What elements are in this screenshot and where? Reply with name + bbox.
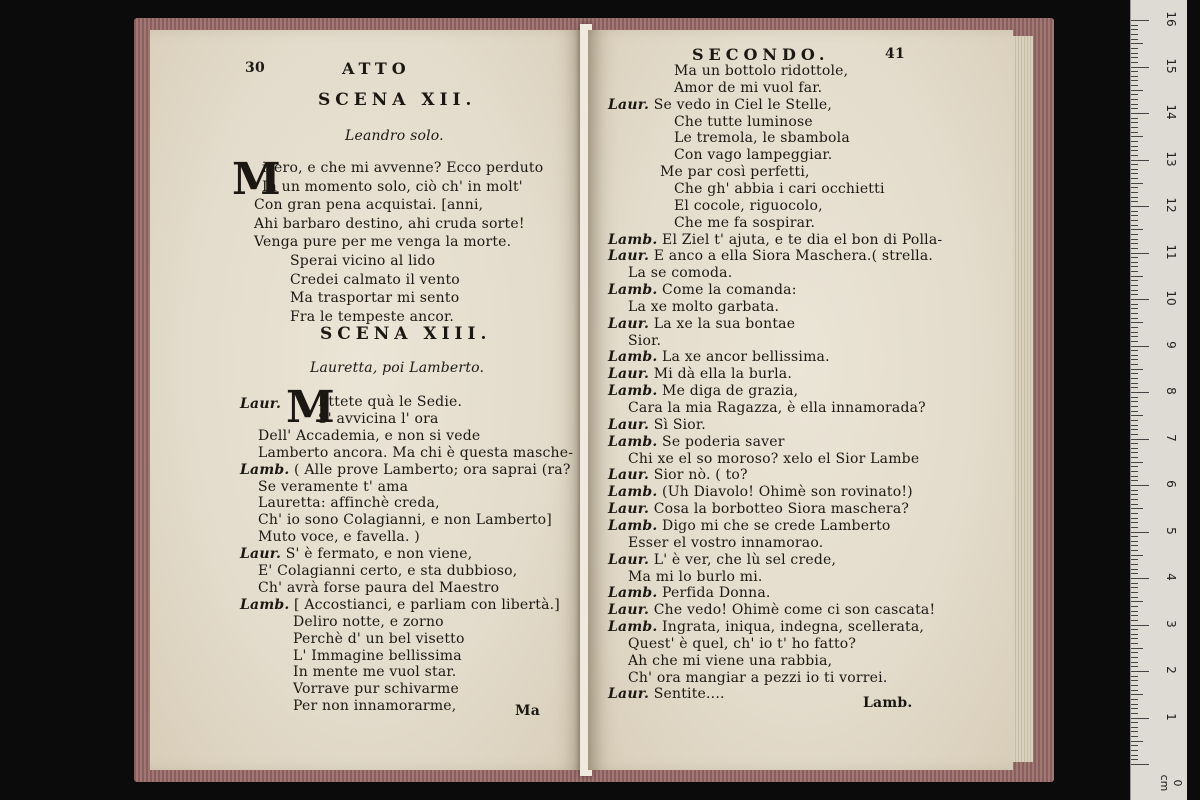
ruler-tick [1131,727,1138,728]
ruler-tick [1131,532,1149,533]
verse-line: Lamb. Perfida Donna. [608,585,771,602]
ruler-tick [1131,680,1138,681]
ruler-tick [1131,745,1138,746]
speaker-label: Lamb. [608,231,658,248]
ruler-tick [1131,555,1143,556]
verse-line: In mente me vuol star. [293,664,457,681]
ruler-tick [1131,248,1138,249]
verse-line: Se veramente t' ama [258,478,409,495]
ruler-tick [1131,201,1138,202]
ruler-tick [1131,253,1149,254]
verse-line: Lamb. (Uh Diavolo! Ohimè son rovinato!) [608,484,913,501]
ruler-tick [1131,652,1138,653]
speaker-label: Laur. [608,416,650,433]
ruler-tick [1131,508,1143,509]
ruler-tick [1131,146,1138,147]
ruler-tick [1131,480,1138,481]
ruler-tick [1131,285,1138,286]
ruler-tick [1131,313,1138,314]
ruler-tick [1131,559,1138,560]
ruler-tick [1131,764,1149,765]
ruler-tick [1131,243,1138,244]
verse-line: El cocole, riguocolo, [674,197,823,214]
ruler-number: 2 [1164,666,1178,674]
ruler-tick [1131,239,1138,240]
ruler-tick [1131,150,1138,151]
speaker-label: Laur. [240,546,282,563]
verse-line: Che me fa sospirar. [674,214,816,231]
ruler-tick [1131,708,1138,709]
ruler-tick [1131,62,1138,63]
ruler-tick [1131,457,1138,458]
ruler-tick [1131,220,1138,221]
ruler-tick [1131,71,1138,72]
ruler-tick [1131,48,1138,49]
running-head: SECONDO. [692,45,830,64]
ruler-number: 6 [1164,480,1178,488]
ruler-tick [1131,569,1138,570]
ruler-tick [1131,327,1138,328]
ruler-tick [1131,160,1149,161]
verse-line: Laur. S' è fermato, e non viene, [240,546,473,563]
ruler-tick [1131,592,1138,593]
ruler-tick [1131,634,1138,635]
ruler-tick [1131,53,1138,54]
ruler-tick [1131,494,1138,495]
ruler-tick [1131,299,1149,300]
ruler-tick [1131,304,1138,305]
ruler-number: 10 [1164,290,1178,306]
speaker-label: Laur. [608,315,650,332]
ruler-tick [1131,471,1138,472]
ruler-tick [1131,76,1138,77]
ruler-tick [1131,225,1138,226]
verse-line: Che tutte luminose [674,113,813,130]
ruler-number: 16 [1164,11,1178,27]
ruler-tick [1131,336,1138,337]
speaker-label: Lamb. [608,383,658,400]
verse-line: S' avvicina l' ora [318,410,439,427]
ruler-tick [1131,155,1138,156]
verse-line: Ma trasportar mi sento [290,290,460,307]
verse-line: Lamb. [ Accostianci, e parliam con libertà.] [240,596,560,613]
ruler-tick [1131,359,1138,360]
ruler-tick [1131,420,1138,421]
ruler-tick [1131,704,1138,705]
verse-line: In un momento solo, ciò ch' in molt' [262,178,523,195]
verse-line: Lamb. Come la comanda: [608,282,797,299]
ruler-tick [1131,383,1138,384]
scene-title: SCENA XIII. [320,324,492,344]
scene-character: Lauretta, poi Lamberto. [310,360,485,376]
ruler-tick [1131,587,1138,588]
ruler-tick [1131,615,1138,616]
verse-line: Sior. [628,332,662,349]
page-number: 41 [885,46,905,62]
catchword: Lamb. [863,695,913,711]
speaker-label: Laur. [608,602,650,619]
ruler-tick [1131,741,1143,742]
ruler-tick [1131,90,1143,91]
ruler-tick [1131,57,1138,58]
verse-line: Laur. Cosa la borbotteo Siora maschera? [608,501,910,518]
ruler-tick [1131,662,1138,663]
ruler-tick [1131,169,1138,170]
ruler-number: 1 [1164,712,1178,721]
drop-cap: M [286,382,335,433]
ruler-tick [1131,187,1138,188]
ruler-number: 12 [1164,197,1178,213]
ruler-tick [1131,611,1138,612]
ruler-tick [1131,280,1138,281]
speaker-label: Lamb. [240,461,290,478]
running-head: ATTO [342,59,411,78]
ruler-tick [1131,346,1149,347]
verse-line: Chi xe el so moroso? xelo el Sior Lambe [628,450,920,467]
speaker-label: Laur. [608,366,650,383]
ruler-tick [1131,676,1138,677]
ruler-tick [1131,699,1138,700]
ruler-number: 13 [1164,150,1178,167]
drop-cap: M [232,154,281,205]
verse-line: Ma un bottolo ridottole, [674,63,849,79]
verse-line: Vorrave pur schivarme [293,681,459,698]
ruler-tick [1131,108,1138,109]
speaker-label: Laur. [608,96,650,113]
speaker-label: Lamb. [608,433,658,450]
verse-line: Laur. Sentite.... [608,686,725,703]
ruler-tick [1131,25,1138,26]
speaker-label: Lamb. [608,349,658,366]
verse-line: Che gh' abbia i cari occhietti [674,180,885,197]
right-page [588,30,1013,770]
ruler-tick [1131,750,1138,751]
verse-line: Ah che mi viene una rabbia, [628,652,833,669]
ruler-tick [1131,118,1138,119]
ruler-tick [1131,476,1138,477]
verse-line: E' Colagianni certo, e sta dubbioso, [258,563,518,579]
ruler-tick [1131,411,1138,412]
ruler-tick [1131,136,1143,137]
speaker-label: Lamb. [608,282,658,299]
speaker-label: Lamb. [608,484,658,501]
ruler-tick [1131,545,1138,546]
verse-line: Lamb. El Ziel t' ajuta, e te dia el bon di Polla- [608,231,943,248]
ruler-tick [1131,573,1138,574]
ruler-tick [1131,80,1138,81]
ruler-tick [1131,429,1138,430]
verse-line: Quest' è quel, ch' io t' ho fatto? [628,635,857,652]
ruler-tick [1131,341,1138,342]
ruler-tick [1131,564,1138,565]
verse-line: Per non innamorarme, [293,698,457,715]
ruler-tick [1131,452,1138,453]
ruler-tick [1131,578,1149,579]
ruler-tick [1131,504,1138,505]
ruler-tick [1131,671,1149,672]
ruler-tick [1131,141,1138,142]
ruler-tick [1131,350,1138,351]
ruler-tick [1131,513,1138,514]
ruler-tick [1131,178,1138,179]
verse-line: Lamb. La xe ancor bellissima. [608,349,830,366]
ruler-tick [1131,439,1149,440]
ruler-tick [1131,34,1138,35]
ruler-tick [1131,490,1138,491]
ruler-tick [1131,462,1143,463]
speaker-label: Lamb. [608,585,658,602]
ruler-tick [1131,20,1149,21]
ruler-tick [1131,415,1143,416]
verse-line: Laur. Se vedo in Ciel le Stelle, [608,96,833,113]
ruler-tick [1131,629,1138,630]
ruler-number: 9 [1164,340,1178,349]
verse-line: Deliro notte, e zorno [293,613,444,630]
ruler-tick [1131,736,1138,737]
speaker-label: Lamb. [608,619,658,636]
ruler-tick [1131,229,1143,230]
verse-line: Dell' Accademia, e non si vede [258,427,481,444]
ruler-tick [1131,722,1138,723]
verse-line: Credei calmato il vento [290,271,460,288]
measuring-ruler [1130,0,1187,800]
verse-line: isero, e che mi avvenne? Ecco perduto [262,160,544,176]
verse-line: La xe molto garbata. [628,298,780,315]
ruler-tick [1131,527,1138,528]
ruler-tick [1131,94,1138,95]
verse-line: Ma mi lo burlo mi. [628,568,763,585]
ruler-tick [1131,257,1138,258]
verse-line: Lamb. Ingrata, iniqua, indegna, scellerata, [608,619,925,636]
ruler-tick [1131,378,1138,379]
ruler-tick [1131,369,1143,370]
ruler-tick [1131,406,1138,407]
speaker-label: Lamb. [240,596,290,613]
verse-line: Laur. E anco a ella Siora Maschera.( strella. [608,248,934,265]
ruler-tick [1131,401,1138,402]
verse-line: Laur. L' è ver, che lù sel crede, [608,551,837,568]
verse-line: Esser el vostro innamorao. [628,534,824,551]
ruler-number: 7 [1164,433,1178,442]
ruler-tick [1131,39,1138,40]
ruler-tick [1131,262,1138,263]
verse-line: La se comoda. [628,265,733,282]
ruler-tick [1131,643,1138,644]
verse-line: Laur. Mi dà ella la burla. [608,366,792,383]
ruler-tick [1131,215,1138,216]
ruler-tick [1131,713,1138,714]
ruler-tick [1131,518,1138,519]
speaker-label: Laur. [240,396,282,412]
speaker-label: Laur. [608,248,650,265]
verse-line: Muto voce, e favella. ) [258,529,420,546]
verse-line: Cara la mia Ragazza, è ella innamorada? [628,400,926,416]
ruler-tick [1131,638,1138,639]
verse-line: L' Immagine bellissima [293,647,462,664]
ruler-tick [1131,731,1138,732]
ruler-tick [1131,318,1138,319]
ruler-tick [1131,387,1138,388]
ruler-tick [1131,606,1138,607]
ruler-tick [1131,648,1143,649]
ruler-tick [1131,29,1138,30]
ruler-tick [1131,755,1138,756]
ruler-number: 4 [1164,573,1178,581]
verse-line: Ahi barbaro destino, ahi cruda sorte! [254,215,525,232]
ruler-tick [1131,601,1143,602]
ruler-tick [1131,271,1138,272]
verse-line: Ch' avrà forse paura del Maestro [258,579,500,596]
ruler-tick [1131,434,1138,435]
ruler-tick [1131,392,1149,393]
verse-line: Lamb. ( Alle prove Lamberto; ora saprai (ra? [240,461,571,478]
ruler-tick [1131,290,1138,291]
ruler-tick [1131,266,1138,267]
speaker-label: Laur. [608,686,650,703]
ruler-tick [1131,597,1138,598]
speaker-label: Laur. [608,551,650,568]
verse-line: Ettete quà le Sedie. [318,394,463,410]
verse-line: Fra le tempeste ancor. [290,308,455,325]
catchword: Ma [515,703,540,719]
verse-line: Laur. La xe la sua bontae [608,315,796,332]
ruler-number: 15 [1164,57,1178,74]
verse-line: Lamb. Se poderia saver [608,433,785,450]
verse-line: Lamb. Me diga de grazia, [608,383,799,400]
ruler-tick [1131,99,1138,100]
speaker-label: Laur. [608,501,650,518]
ruler-tick [1131,536,1138,537]
ruler-tick [1131,583,1138,584]
ruler-tick [1131,620,1138,621]
ruler-tick [1131,85,1138,86]
ruler-tick [1131,718,1149,719]
ruler-tick [1131,694,1143,695]
verse-line: Ch' ora mangiar a pezzi io ti vorrei. [628,669,888,686]
ruler-tick [1131,164,1138,165]
ruler-tick [1131,67,1149,68]
ruler-tick [1131,355,1138,356]
verse-line: Lauretta: affinchè creda, [258,495,440,512]
verse-line: Con vago lampeggiar. [674,147,833,164]
ruler-tick [1131,43,1143,44]
ruler-tick [1131,685,1138,686]
speaker-label: Lamb. [608,517,658,534]
ruler-tick [1131,625,1149,626]
ruler-number: 5 [1164,526,1178,535]
page-number: 30 [245,60,265,76]
verse-line: Laur. Che vedo! Ohimè come ci son cascata! [608,602,936,619]
verse-line: Perchè d' un bel visetto [293,630,465,647]
ruler-tick [1131,173,1138,174]
ruler-tick [1131,364,1138,365]
verse-line: Con gran pena acquistai. [anni, [254,197,484,214]
ruler-number: 11 [1164,243,1178,260]
ruler-unit-label: 0 cm [1158,774,1184,792]
ruler-tick [1131,448,1138,449]
ruler-tick [1131,666,1138,667]
ruler-tick [1131,499,1138,500]
ruler-tick [1131,104,1138,105]
ruler-tick [1131,183,1143,184]
ruler-number: 8 [1164,387,1178,395]
verse-line: Lamberto ancora. Ma chi è questa masche- [258,444,574,461]
verse-line: Laur. Sì Sior. [608,416,706,433]
ruler-tick [1131,522,1138,523]
ruler-number: 14 [1164,104,1178,120]
ruler-tick [1131,332,1138,333]
ruler-tick [1131,197,1138,198]
left-page [150,30,583,770]
ruler-tick [1131,373,1138,374]
ruler-number: 3 [1164,619,1178,628]
page-edges [1013,36,1033,762]
ruler-tick [1131,541,1138,542]
ruler-tick [1131,657,1138,658]
ruler-tick [1131,690,1138,691]
verse-line: Venga pure per me venga la morte. [254,234,512,251]
ruler-tick [1131,132,1138,133]
ruler-tick [1131,206,1149,207]
ruler-tick [1131,397,1138,398]
verse-line: Sperai vicino al lido [290,253,436,269]
speaker-label: Laur. [608,467,650,484]
ruler-tick [1131,550,1138,551]
ruler-tick [1131,122,1138,123]
verse-line: Me par così perfetti, [660,164,810,181]
verse-line: Ch' io sono Colagianni, e non Lamberto] [258,512,552,529]
ruler-tick [1131,113,1149,114]
ruler-tick [1131,425,1138,426]
verse-line: Amor de mi vuol far. [674,79,823,96]
ruler-tick [1131,466,1138,467]
ruler-tick [1131,234,1138,235]
ruler-tick [1131,308,1138,309]
ruler-tick [1131,211,1138,212]
scene-title: SCENA XII. [318,90,477,110]
ruler-tick [1131,294,1138,295]
ruler-tick [1131,485,1149,486]
verse-line: Laur. Sior nò. ( to? [608,467,748,484]
ruler-tick [1131,322,1143,323]
ruler-tick [1131,276,1143,277]
verse-line: Le tremola, le sbambola [674,130,850,147]
ruler-tick [1131,192,1138,193]
ruler-tick [1131,443,1138,444]
verse-line: Lamb. Digo mi che se crede Lamberto [608,517,891,534]
ruler-tick [1131,127,1138,128]
scene-character: Leandro solo. [345,128,444,144]
ruler-tick [1131,759,1138,760]
